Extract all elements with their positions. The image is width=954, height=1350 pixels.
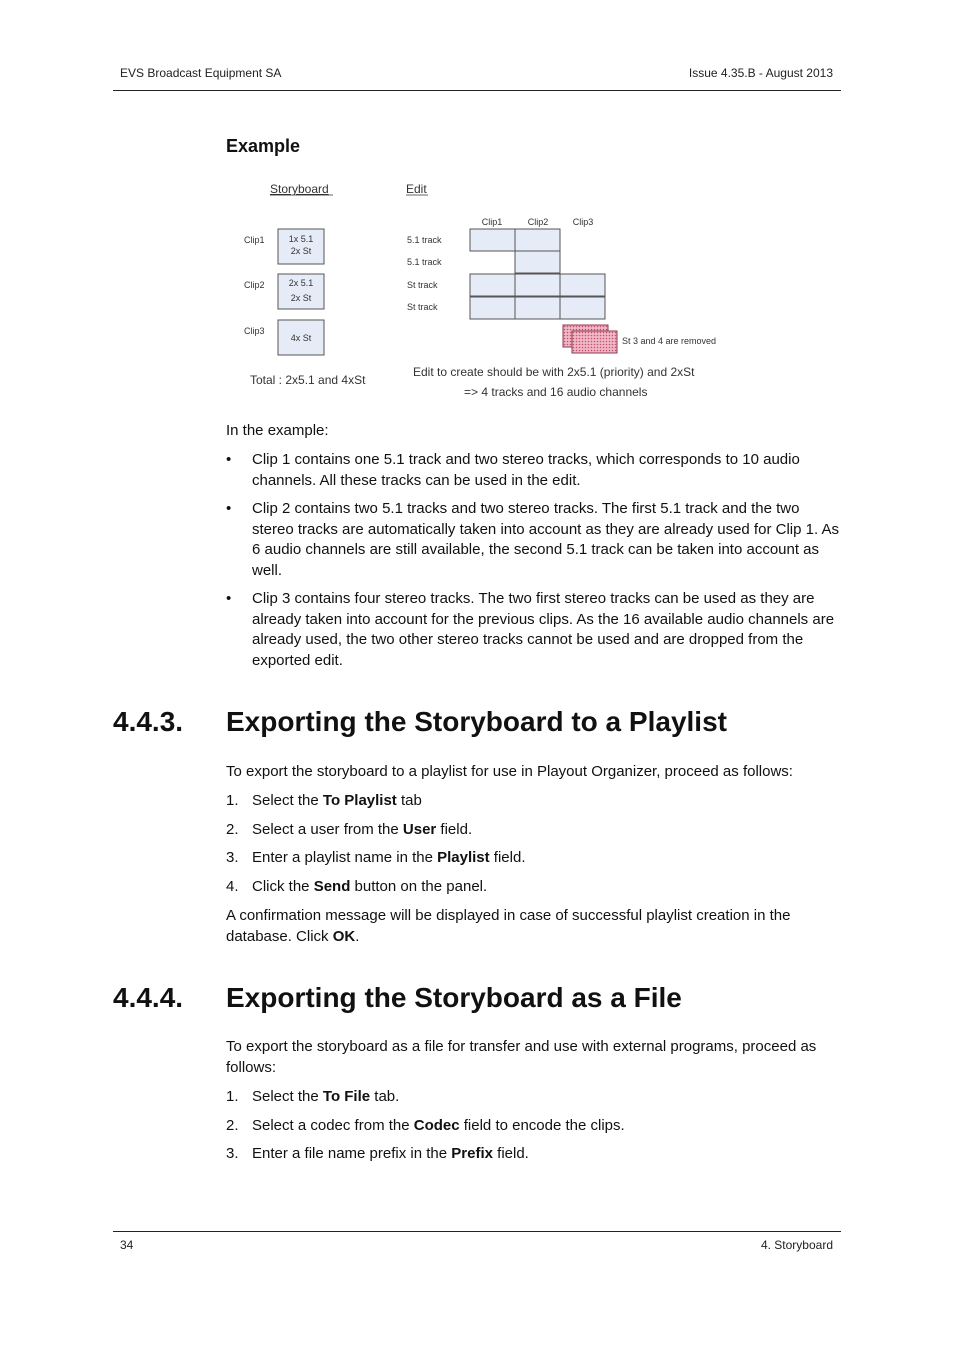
clip2-line1: 2x 5.1 xyxy=(288,278,314,288)
list-item: 3. Enter a file name prefix in the Prefix field. xyxy=(226,1145,529,1162)
list-item: • Clip 1 contains one 5.1 track and two stereo tracks, which corresponds to 10 audio channels. All these tracks can be used in the edit. xyxy=(226,451,800,489)
footer-page-number: 34 xyxy=(120,1238,134,1252)
example-bullet-list xyxy=(226,450,841,679)
section-443-intro: To export the storyboard to a playlist for use in Playout Organizer, proceed as follows: xyxy=(226,763,793,780)
section-444-number: 4.4.4. xyxy=(113,982,184,1013)
header-company: EVS Broadcast Equipment SA xyxy=(120,66,282,80)
section-443-title: Exporting the Storyboard to a Playlist xyxy=(226,706,727,737)
clip2-label: Clip2 xyxy=(244,280,265,290)
track-label-4: St track xyxy=(407,302,438,312)
list-item: 3. Enter a playlist name in the Playlist field. xyxy=(226,849,526,866)
track-label-2: 5.1 track xyxy=(407,257,442,267)
total-text: Total : 2x5.1 and 4xSt xyxy=(250,373,366,387)
bullet-icon: • xyxy=(226,590,232,607)
list-item: 4. Click the Send button on the panel. xyxy=(226,877,488,895)
example-diagram xyxy=(236,175,736,407)
bullet-icon: • xyxy=(226,451,232,468)
edit-col-clip2: Clip2 xyxy=(527,217,549,227)
bullet-icon: • xyxy=(226,500,232,517)
clip1-label: Clip1 xyxy=(244,235,265,245)
header-divider xyxy=(113,90,841,91)
removed-note: St 3 and 4 are removed xyxy=(622,336,717,346)
edit-note-line1: Edit to create should be with 2x5.1 (priority) and 2xSt xyxy=(413,365,695,379)
section-443-steps xyxy=(226,791,841,905)
list-item: 1. Select the To Playlist tab xyxy=(226,792,422,809)
edit-col-clip1: Clip1 xyxy=(481,217,503,227)
edit-label: Edit xyxy=(406,182,427,196)
list-item: 2. Select a user from the User field. xyxy=(226,820,473,838)
list-item: 2. Select a codec from the Codec field to encode the clips. xyxy=(226,1116,625,1134)
removed-track-2 xyxy=(572,331,617,353)
section-444-title: Exporting the Storyboard as a File xyxy=(226,982,682,1013)
list-item: • Clip 3 contains four stereo tracks. The two first stereo tracks can be used as they are already taken into account for the previous clips. As the 16 available audio channels are already used, the two other stereo tracks cannot be used and are dropped from the exported edit. xyxy=(226,590,835,669)
list-item: 1. Select the To File tab. xyxy=(226,1088,400,1105)
list-item: • Clip 2 contains two 5.1 tracks and two stereo tracks. The first 5.1 track and the two stereo tracks are automatically taken into account as they are already used for Clip 1. As 6 audio channels are still available, the second 5.1 track can be taken into account as well. xyxy=(226,500,839,579)
footer-divider xyxy=(113,1231,841,1232)
section-444-steps xyxy=(226,1087,841,1173)
clip1-line2: 2x St xyxy=(290,246,312,256)
edit-note-line2: => 4 tracks and 16 audio channels xyxy=(464,385,648,399)
track-label-1: 5.1 track xyxy=(407,235,442,245)
clip2-line2: 2x St xyxy=(290,293,312,303)
storyboard-label: Storyboard xyxy=(270,182,329,196)
section-443-confirmation: A confirmation message will be displayed in case of successful playlist creation in the database. Click OK. xyxy=(226,907,791,945)
section-443-number: 4.4.3. xyxy=(113,706,184,737)
edit-col-clip3: Clip3 xyxy=(572,217,594,227)
clip3-line1: 4x St xyxy=(290,333,312,343)
clip3-label: Clip3 xyxy=(244,326,265,336)
section-444-intro: To export the storyboard as a file for transfer and use with external programs, proceed as follows: xyxy=(226,1038,817,1076)
track-label-3: St track xyxy=(407,280,438,290)
example-heading: Example xyxy=(226,136,301,156)
footer-chapter: 4. Storyboard xyxy=(760,1238,833,1252)
clip1-line1: 1x 5.1 xyxy=(288,234,314,244)
header-issue: Issue 4.35.B - August 2013 xyxy=(688,66,833,80)
edit-grid xyxy=(470,229,605,319)
example-intro: In the example: xyxy=(226,422,329,439)
